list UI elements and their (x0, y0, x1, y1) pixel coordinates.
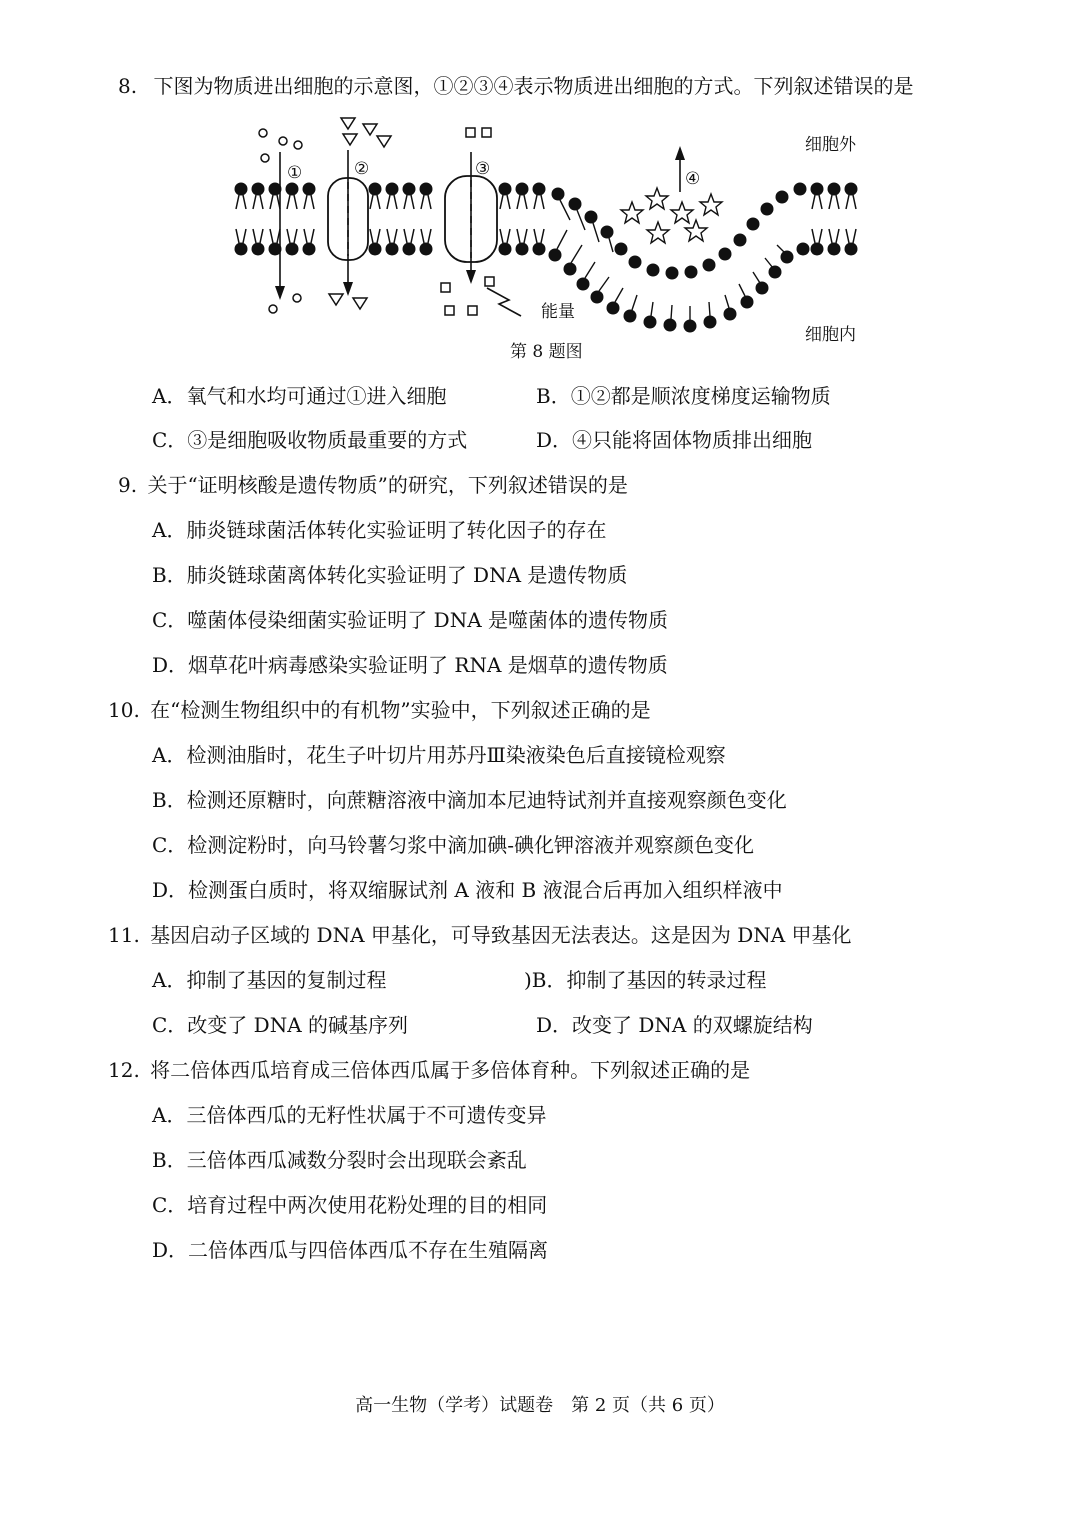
question-12-number: 12. (108, 1058, 140, 1082)
q12-option-a[interactable]: A．三倍体西瓜的无籽性状属于不可遗传变异 (152, 1103, 547, 1127)
question-8-number: 8. (118, 74, 138, 98)
question-12-stem (108, 1056, 750, 1084)
question-9-stem (118, 471, 628, 499)
bilayer-curved (549, 183, 810, 333)
bilayer-left (235, 183, 316, 256)
route-1-label: ① (287, 163, 303, 183)
page-footer: 高一生物（学考）试题卷 第 2 页（共 6 页） (355, 1395, 725, 1416)
route-1-arrow (275, 152, 285, 300)
q10-option-c[interactable]: C．检测淀粉时，向马铃薯匀浆中滴加碘-碘化钾溶液并观察颜色变化 (152, 833, 755, 857)
q12-option-c[interactable]: C．培育过程中两次使用花粉处理的目的相同 (152, 1193, 548, 1217)
question-12-text: 将二倍体西瓜培育成三倍体西瓜属于多倍体育种。下列叙述正确的是 (150, 1058, 751, 1082)
inside-label: 细胞内 (805, 325, 856, 345)
bilayer-middle-1 (369, 183, 433, 256)
bilayer-right (811, 183, 858, 256)
outside-label: 细胞外 (805, 135, 856, 155)
q12-option-d[interactable]: D．二倍体西瓜与四倍体西瓜不存在生殖隔离 (152, 1238, 549, 1262)
question-11-number: 11. (108, 923, 140, 947)
q11-option-b[interactable]: )B．抑制了基因的转录过程 (524, 968, 767, 992)
q11-option-d[interactable]: D．改变了 DNA 的双螺旋结构 (536, 1013, 813, 1037)
route-4-arrow (675, 146, 685, 192)
route-4-label: ④ (685, 169, 701, 189)
q10-option-b[interactable]: B．检测还原糖时，向蔗糖溶液中滴加本尼迪特试剂并直接观察颜色变化 (152, 788, 787, 812)
energy-zigzag (487, 288, 521, 316)
q11-option-a[interactable]: A．抑制了基因的复制过程 (152, 968, 387, 992)
q11-option-c[interactable]: C．改变了 DNA 的碱基序列 (152, 1013, 408, 1037)
q8-option-d[interactable]: D．④只能将固体物质排出细胞 (536, 428, 813, 452)
route-2-label: ② (354, 159, 370, 179)
question-10-stem (108, 696, 651, 724)
question-10-number: 10. (108, 698, 140, 722)
q8-option-a[interactable]: A．氧气和水均可通过①进入细胞 (152, 384, 447, 408)
question-10-text: 在“检测生物组织中的有机物”实验中，下列叙述正确的是 (150, 698, 651, 722)
q12-option-b[interactable]: B．三倍体西瓜减数分裂时会出现联会紊乱 (152, 1148, 527, 1172)
question-8-text: 下图为物质进出细胞的示意图，①②③④表示物质进出细胞的方式。下列叙述错误的是 (153, 74, 914, 98)
figure-caption: 第 8 题图 (510, 342, 583, 362)
energy-label: 能量 (541, 302, 575, 322)
q10-option-a[interactable]: A．检测油脂时，花生子叶切片用苏丹Ⅲ染液染色后直接镜检观察 (152, 743, 726, 767)
question-8-stem (118, 72, 913, 100)
bilayer-middle-2 (499, 183, 546, 256)
question-11-text: 基因启动子区域的 DNA 甲基化，可导致基因无法表达。这是因为 DNA 甲基化 (150, 923, 852, 947)
question-9-text: 关于“证明核酸是遗传物质”的研究，下列叙述错误的是 (147, 473, 628, 497)
membrane-transport-figure (225, 112, 875, 374)
question-11-stem (108, 921, 852, 949)
q9-option-a[interactable]: A．肺炎链球菌活体转化实验证明了转化因子的存在 (152, 518, 607, 542)
question-9-number: 9. (118, 473, 138, 497)
q10-option-d[interactable]: D．检测蛋白质时，将双缩脲试剂 A 液和 B 液混合后再加入组织样液中 (152, 878, 783, 902)
route-3-label: ③ (475, 159, 491, 179)
q9-option-b[interactable]: B．肺炎链球菌离体转化实验证明了 DNA 是遗传物质 (152, 563, 628, 587)
q9-option-c[interactable]: C．噬菌体侵染细菌实验证明了 DNA 是噬菌体的遗传物质 (152, 608, 668, 632)
q8-option-c[interactable]: C．③是细胞吸收物质最重要的方式 (152, 428, 468, 452)
q8-option-b[interactable]: B．①②都是顺浓度梯度运输物质 (536, 384, 831, 408)
star-molecules (621, 188, 722, 243)
q9-option-d[interactable]: D．烟草花叶病毒感染实验证明了 RNA 是烟草的遗传物质 (152, 653, 668, 677)
